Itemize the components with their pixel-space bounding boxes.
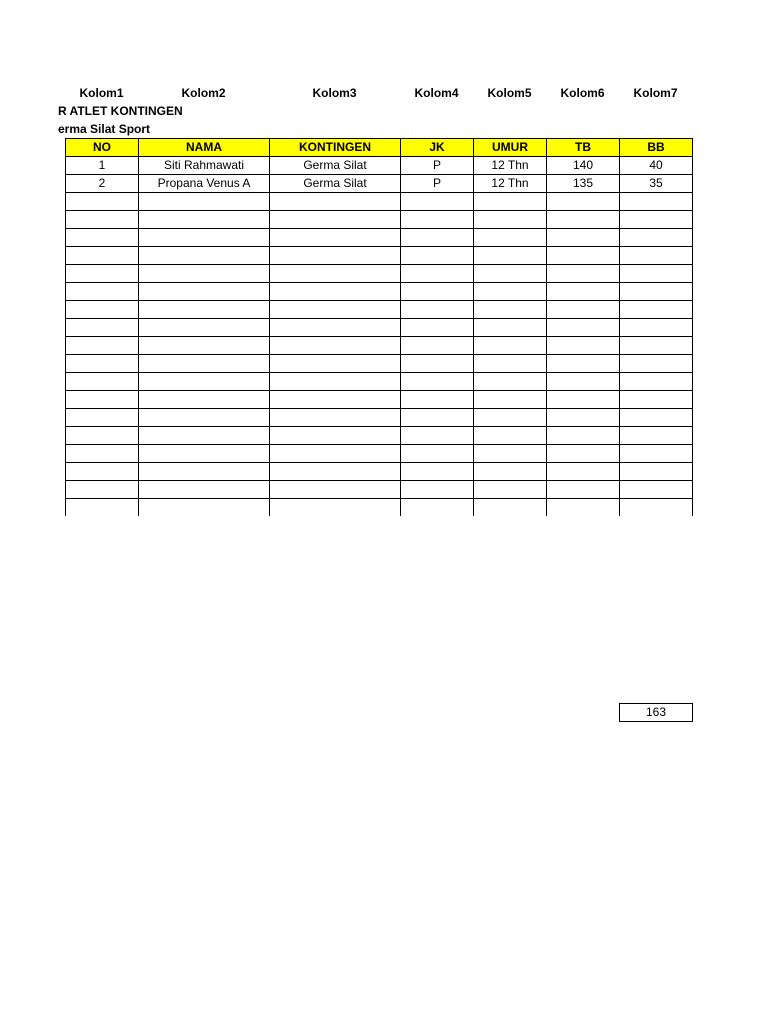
table-cell[interactable]: 2 [66,175,139,193]
empty-cell[interactable] [66,427,139,445]
empty-cell[interactable] [66,445,139,463]
empty-cell[interactable] [139,373,270,391]
empty-cell[interactable] [547,211,620,229]
table-cell[interactable]: 35 [620,175,693,193]
table-cell[interactable]: 135 [547,175,620,193]
empty-cell[interactable] [474,391,547,409]
empty-table-row [66,391,693,409]
empty-cell[interactable] [401,445,474,463]
empty-cell[interactable] [547,445,620,463]
empty-cell[interactable] [474,319,547,337]
empty-table-row [66,193,693,211]
empty-cell[interactable] [66,193,139,211]
empty-cell[interactable] [547,193,620,211]
empty-cell[interactable] [474,283,547,301]
empty-cell[interactable] [547,373,620,391]
header-tb[interactable]: TB [547,139,620,157]
empty-cell[interactable] [270,211,401,229]
column-label-1: Kolom1 [79,86,124,100]
column-label-7: Kolom7 [633,86,678,100]
empty-cell[interactable] [547,319,620,337]
empty-cell[interactable] [401,481,474,499]
empty-cell[interactable] [474,265,547,283]
empty-cell[interactable] [270,427,401,445]
empty-table-row [66,319,693,337]
column-label-3: Kolom3 [312,86,357,100]
empty-cell[interactable] [66,283,139,301]
empty-cell[interactable] [547,337,620,355]
empty-cell[interactable] [547,247,620,265]
empty-cell[interactable] [66,247,139,265]
empty-cell[interactable] [66,211,139,229]
empty-cell[interactable] [474,427,547,445]
empty-cell[interactable] [401,373,474,391]
empty-cell[interactable] [620,445,693,463]
empty-cell[interactable] [270,265,401,283]
empty-cell[interactable] [270,229,401,247]
empty-cell[interactable] [139,463,270,481]
table-cell[interactable]: 12 Thn [474,175,547,193]
empty-cell[interactable] [620,229,693,247]
empty-cell[interactable] [66,373,139,391]
table-cell[interactable]: 140 [547,157,620,175]
empty-cell[interactable] [401,229,474,247]
empty-cell[interactable] [547,427,620,445]
empty-cell[interactable] [401,337,474,355]
empty-cell[interactable] [270,463,401,481]
empty-cell[interactable] [270,391,401,409]
total-cell[interactable]: 163 [619,703,693,722]
empty-cell[interactable] [547,283,620,301]
empty-cell[interactable] [139,265,270,283]
empty-table-row [66,499,693,517]
empty-cell[interactable] [401,427,474,445]
empty-cell[interactable] [620,481,693,499]
empty-cell[interactable] [401,355,474,373]
empty-cell[interactable] [620,409,693,427]
empty-cell[interactable] [401,409,474,427]
column-label-4: Kolom4 [414,86,459,100]
empty-cell[interactable] [474,337,547,355]
empty-cell[interactable] [139,337,270,355]
empty-cell[interactable] [401,265,474,283]
empty-cell[interactable] [270,337,401,355]
header-bb[interactable]: BB [620,139,693,157]
empty-cell[interactable] [620,193,693,211]
empty-cell[interactable] [401,211,474,229]
empty-cell[interactable] [474,229,547,247]
sheet-title: R ATLET KONTINGEN [58,104,183,118]
table-cell[interactable]: Siti Rahmawati [139,157,270,175]
empty-cell[interactable] [474,445,547,463]
empty-cell[interactable] [66,229,139,247]
empty-cell[interactable] [66,499,139,517]
empty-cell[interactable] [401,301,474,319]
empty-cell[interactable] [139,409,270,427]
empty-table-row [66,301,693,319]
header-umur[interactable]: UMUR [474,139,547,157]
table-row [66,157,693,175]
empty-cell[interactable] [66,319,139,337]
empty-cell[interactable] [620,427,693,445]
empty-cell[interactable] [139,211,270,229]
empty-cell[interactable] [139,427,270,445]
empty-cell[interactable] [474,463,547,481]
empty-cell[interactable] [620,247,693,265]
empty-cell[interactable] [270,247,401,265]
empty-cell[interactable] [620,499,693,517]
empty-cell[interactable] [401,247,474,265]
empty-cell[interactable] [401,319,474,337]
empty-cell[interactable] [270,481,401,499]
empty-cell[interactable] [270,409,401,427]
empty-cell[interactable] [620,391,693,409]
empty-cell[interactable] [139,229,270,247]
table-cell[interactable]: P [401,157,474,175]
empty-cell[interactable] [474,211,547,229]
empty-cell[interactable] [66,355,139,373]
empty-table-row [66,445,693,463]
empty-cell[interactable] [474,481,547,499]
empty-cell[interactable] [474,409,547,427]
empty-cell[interactable] [547,301,620,319]
empty-cell[interactable] [270,499,401,517]
empty-cell[interactable] [270,373,401,391]
table-cell[interactable]: P [401,175,474,193]
empty-cell[interactable] [66,301,139,319]
empty-cell[interactable] [139,499,270,517]
empty-cell[interactable] [401,463,474,481]
empty-cell[interactable] [139,445,270,463]
empty-cell[interactable] [620,301,693,319]
empty-cell[interactable] [474,373,547,391]
table-cell[interactable]: 12 Thn [474,157,547,175]
empty-table-row [66,211,693,229]
empty-cell[interactable] [139,319,270,337]
empty-cell[interactable] [401,499,474,517]
table-cell[interactable]: Propana Venus A [139,175,270,193]
empty-cell[interactable] [66,265,139,283]
empty-cell[interactable] [620,373,693,391]
empty-table-row [66,409,693,427]
empty-cell[interactable] [547,481,620,499]
header-jk[interactable]: JK [401,139,474,157]
empty-cell[interactable] [474,301,547,319]
empty-cell[interactable] [139,193,270,211]
empty-cell[interactable] [66,337,139,355]
table-cell[interactable]: Germa Silat [270,157,401,175]
empty-table-row [66,265,693,283]
empty-cell[interactable] [270,193,401,211]
empty-cell[interactable] [547,409,620,427]
empty-cell[interactable] [474,193,547,211]
empty-cell[interactable] [139,283,270,301]
empty-cell[interactable] [66,409,139,427]
empty-table-row [66,283,693,301]
empty-cell[interactable] [139,391,270,409]
header-kontingen[interactable]: KONTINGEN [270,139,401,157]
empty-table-row [66,337,693,355]
empty-cell[interactable] [270,319,401,337]
empty-cell[interactable] [547,463,620,481]
header-no[interactable]: NO [66,139,139,157]
empty-cell[interactable] [66,481,139,499]
empty-cell[interactable] [620,211,693,229]
empty-table-row [66,427,693,445]
empty-cell[interactable] [620,265,693,283]
empty-table-row [66,463,693,481]
table-cell[interactable]: 40 [620,157,693,175]
empty-cell[interactable] [270,283,401,301]
empty-cell[interactable] [139,247,270,265]
empty-cell[interactable] [620,283,693,301]
empty-cell[interactable] [620,337,693,355]
empty-cell[interactable] [547,355,620,373]
empty-cell[interactable] [401,391,474,409]
empty-table-row [66,247,693,265]
empty-cell[interactable] [139,301,270,319]
empty-cell[interactable] [547,229,620,247]
column-label-5: Kolom5 [487,86,532,100]
empty-cell[interactable] [474,355,547,373]
empty-cell[interactable] [474,247,547,265]
header-nama[interactable]: NAMA [139,139,270,157]
empty-table-row [66,229,693,247]
empty-table-row [66,355,693,373]
empty-cell[interactable] [139,355,270,373]
empty-cell[interactable] [66,391,139,409]
empty-cell[interactable] [270,301,401,319]
empty-table-row [66,481,693,499]
column-label-6: Kolom6 [560,86,605,100]
empty-cell[interactable] [547,265,620,283]
empty-cell[interactable] [401,193,474,211]
column-label-2: Kolom2 [181,86,226,100]
table-cell[interactable]: 1 [66,157,139,175]
empty-table-row [66,373,693,391]
athlete-table [65,138,693,516]
empty-cell[interactable] [401,283,474,301]
table-cell[interactable]: Germa Silat [270,175,401,193]
empty-cell[interactable] [620,355,693,373]
sheet-subtitle: erma Silat Sport [58,122,151,136]
empty-cell[interactable] [474,499,547,517]
empty-cell[interactable] [270,445,401,463]
empty-cell[interactable] [620,319,693,337]
table-header-row [66,139,693,157]
empty-cell[interactable] [139,481,270,499]
table-row [66,175,693,193]
empty-cell[interactable] [547,391,620,409]
empty-cell[interactable] [547,499,620,517]
empty-cell[interactable] [620,463,693,481]
empty-cell[interactable] [270,355,401,373]
empty-cell[interactable] [66,463,139,481]
